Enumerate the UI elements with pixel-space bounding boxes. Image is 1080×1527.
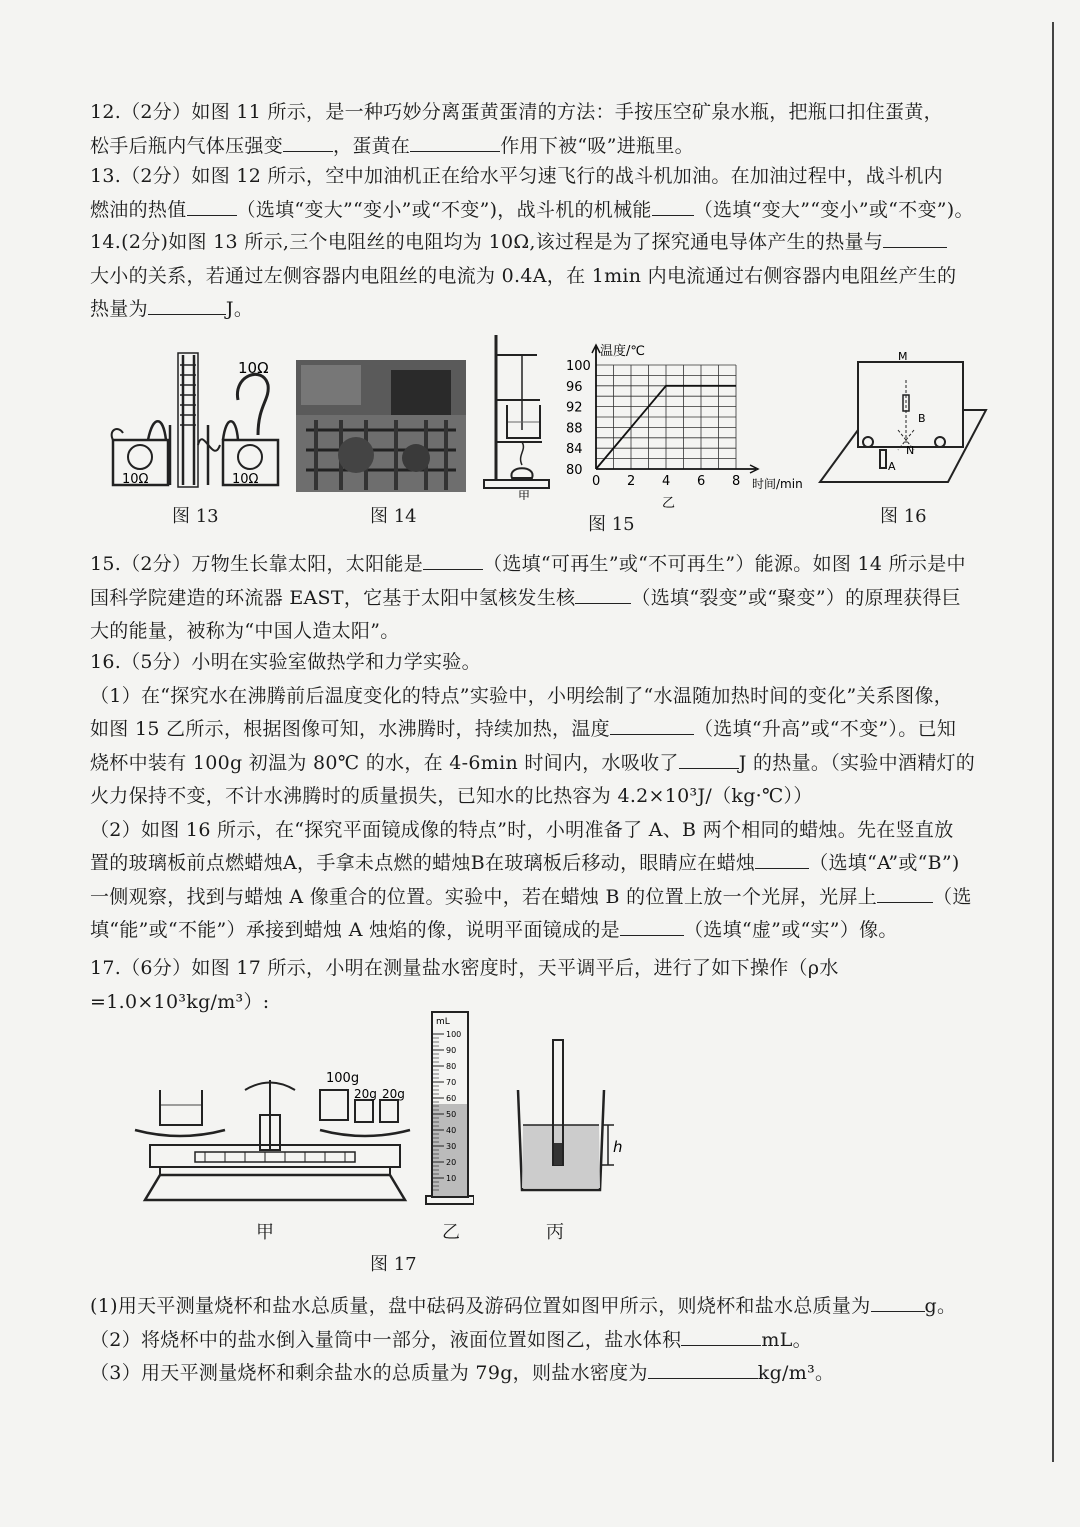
y-tick-label: 80 <box>566 463 583 478</box>
answer-blank[interactable] <box>648 1358 758 1379</box>
question-14 <box>90 226 1000 327</box>
fig16-label-a: A <box>888 460 896 473</box>
fig13-caption: 图 13 <box>172 506 219 527</box>
q13-text: （选填“变大”“变小”或“不变”)。 <box>693 198 974 221</box>
q14-text: 14.(2分)如图 13 所示,三个电阻丝的电阻均为 10Ω,该过程是为了探究通电导体产生的热量与 <box>90 231 884 253</box>
fig13-label-top: 10Ω <box>238 359 269 377</box>
y-tick-label: 92 <box>566 400 583 416</box>
cylinder-tick-label: 100 <box>446 1030 462 1039</box>
page-edge-line <box>1052 22 1054 1462</box>
q12-text: 作用下被“吸”进瓶里。 <box>500 134 694 157</box>
cylinder-tick-label: 30 <box>446 1142 457 1151</box>
q16-text: J 的热量。（实验中酒精灯的 <box>738 751 976 774</box>
fig16-label-m: M <box>898 350 908 363</box>
answer-blank[interactable] <box>883 227 947 248</box>
x-tick-label: 8 <box>732 474 741 489</box>
question-17 <box>90 952 1000 1019</box>
q14-text: 热量为 <box>90 298 148 320</box>
q16-text: （选填“升高”或“不变”）。已知 <box>693 718 957 740</box>
q13-text: 燃油的热值 <box>90 198 187 221</box>
y-tick-label: 96 <box>566 379 583 395</box>
y-tick-label: 100 <box>566 359 591 374</box>
q17-text: mL。 <box>761 1328 812 1351</box>
q12-text: ，蛋黄在 <box>333 134 411 157</box>
chart-ylabel: 温度/℃ <box>600 344 645 359</box>
answer-blank[interactable] <box>148 294 226 315</box>
figure-17-cylinder <box>424 1008 474 1208</box>
q15-text: 国科学院建造的环流器 EAST，它基于太阳中氢核发生核 <box>90 586 576 609</box>
y-tick-label: 88 <box>566 421 583 437</box>
figure-16-mirror <box>818 350 990 490</box>
cylinder-unit: mL <box>436 1017 450 1027</box>
q16-text: 如图 15 乙所示，根据图像可知，水沸腾时，持续加热，温度 <box>90 718 610 740</box>
q16-text: 置的玻璃板前点燃蜡烛A，手拿未点燃的蜡烛B在玻璃板后移动，眼睛应在蜡烛 <box>90 852 756 874</box>
cylinder-tick-label: 50 <box>446 1110 457 1119</box>
q15-text: （选填“裂变”或“聚变”）的原理获得巨 <box>631 586 961 609</box>
cylinder-tick-label: 20 <box>446 1158 457 1167</box>
answer-blank[interactable] <box>652 195 694 216</box>
fig17-caption: 图 17 <box>370 1254 417 1275</box>
weight-20g-a: 20g <box>354 1087 377 1101</box>
figure-17-beaker <box>510 1035 630 1195</box>
q16-text: （选填“A”或“B”) <box>809 852 960 874</box>
question-16 <box>90 646 1000 948</box>
q16-text: 填“能”或“不能”）承接到蜡烛 A 烛焰的像，说明平面镜成的是 <box>90 919 620 941</box>
chart-grid <box>596 365 736 469</box>
fig16-label-n: N <box>906 444 915 457</box>
weight-20g-b: 20g <box>382 1087 405 1101</box>
q12-line1: 12.（2分）如图 11 所示，是一种巧妙分离蛋黄蛋清的方法：手按压空矿泉水瓶，把瓶口扣住蛋黄， <box>90 101 943 123</box>
fig17-sub-yi: 乙 <box>442 1222 460 1243</box>
answer-blank[interactable] <box>755 848 809 869</box>
answer-blank[interactable] <box>575 583 631 604</box>
q14-text: J。 <box>225 298 254 320</box>
cylinder-tick-label: 90 <box>446 1046 457 1055</box>
x-tick-label: 4 <box>662 474 671 489</box>
fig17-sub-jia: 甲 <box>256 1222 274 1243</box>
x-tick-label: 0 <box>592 474 601 489</box>
fig15-sub-jia: 甲 <box>518 489 531 500</box>
q16-text: （2）如图 16 所示，在“探究平面镜成像的特点”时，小明准备了 A、B 两个相同的蜡烛。先在竖直放 <box>90 818 954 841</box>
chart-axes <box>592 345 758 473</box>
figure-17-balance <box>130 1060 420 1210</box>
fig13-label-left: 10Ω <box>122 472 149 487</box>
answer-blank[interactable] <box>681 1325 761 1346</box>
figure-15-jia-apparatus <box>482 330 554 500</box>
fig17-sub-bing: 丙 <box>546 1222 564 1243</box>
cylinder-tick-label: 10 <box>446 1174 457 1183</box>
fig16-caption: 图 16 <box>880 506 927 527</box>
label-h: h <box>613 1138 623 1156</box>
x-tick-label: 6 <box>697 474 706 489</box>
q16-text: 16.（5分）小明在实验室做热学和力学实验。 <box>90 651 481 673</box>
y-tick-label: 84 <box>566 442 583 458</box>
answer-blank[interactable] <box>283 131 333 152</box>
fig15-caption: 图 15 <box>588 514 635 535</box>
q16-text: 一侧观察，找到与蜡烛 A 像重合的位置。实验中，若在蜡烛 B 的位置上放一个光屏，光屏上 <box>90 885 878 908</box>
answer-blank[interactable] <box>410 131 500 152</box>
cylinder-tick-label: 60 <box>446 1094 457 1103</box>
q16-text: 火力保持不变，不计水沸腾时的质量损失，已知水的比热容为 4.2×10³J/（kg·℃）） <box>90 785 813 807</box>
q12-text: 松手后瓶内气体压强变 <box>90 134 284 157</box>
answer-blank[interactable] <box>423 549 483 570</box>
question-15 <box>90 548 1000 649</box>
q17-text: kg/m³。 <box>757 1362 835 1384</box>
answer-blank[interactable] <box>610 714 694 735</box>
q14-text: 大小的关系，若通过左侧容器内电阻丝的电流为 0.4A，在 1min 内电流通过右侧容器内电阻丝产生的 <box>90 264 957 287</box>
fig15-sub-yi: 乙 <box>662 496 676 511</box>
figure-13-circuit <box>108 345 288 495</box>
q16-text: （1）在“探究水在沸腾前后温度变化的特点”实验中，小明绘制了“水温随加热时间的变化”关系图像， <box>90 684 954 707</box>
fig14-caption: 图 14 <box>370 506 417 527</box>
cylinder-tick-label: 80 <box>446 1062 457 1071</box>
fig16-label-b: B <box>918 412 926 425</box>
question-17-parts <box>90 1290 1000 1391</box>
question-12 <box>90 96 1000 163</box>
q17-text: （2）将烧杯中的盐水倒入量筒中一部分，液面位置如图乙，盐水体积 <box>90 1328 682 1351</box>
answer-blank[interactable] <box>187 195 237 216</box>
figure-14-east-photo <box>296 360 466 492</box>
figure-15-chart <box>562 335 812 515</box>
cylinder-tick-label: 40 <box>446 1126 457 1135</box>
question-13 <box>90 160 1000 227</box>
q15-text: （选填“可再生”或“不可再生”）能源。如图 14 所示是中 <box>483 553 966 575</box>
x-tick-label: 2 <box>627 474 636 489</box>
q15-text: 15.（2分）万物生长靠太阳，太阳能是 <box>90 553 424 575</box>
answer-blank[interactable] <box>620 915 684 936</box>
q17-text: （3）用天平测量烧杯和剩余盐水的总质量为 79g，则盐水密度为 <box>90 1362 648 1384</box>
cylinder-tick-label: 70 <box>446 1078 457 1087</box>
q13-line1: 13.（2分）如图 12 所示，空中加油机正在给水平匀速飞行的战斗机加油。在加油过程中，战斗机内 <box>90 165 943 187</box>
answer-blank[interactable] <box>871 1291 925 1312</box>
q16-text: 烧杯中装有 100g 初温为 80℃ 的水，在 4-6min 时间内，水吸收了 <box>90 751 679 774</box>
answer-blank[interactable] <box>679 748 739 769</box>
fig13-label-right: 10Ω <box>232 472 259 487</box>
q17-text: g。 <box>924 1295 957 1317</box>
q16-text: （选 <box>933 885 972 908</box>
q15-text: 大的能量，被称为“中国人造太阳”。 <box>90 620 400 642</box>
weight-100g: 100g <box>326 1071 360 1086</box>
chart-xlabel: 时间/min <box>752 477 803 491</box>
q17-intro: 17.（6分）如图 17 所示，小明在测量盐水密度时，天平调平后，进行了如下操作（ρ水=1.0×10³kg/m³）: <box>90 957 839 1013</box>
q17-text: (1)用天平测量烧杯和盐水总质量，盘中砝码及游码位置如图甲所示，则烧杯和盐水总质量为 <box>90 1295 871 1317</box>
q16-text: （选填“虚”或“实”）像。 <box>683 919 898 941</box>
answer-blank[interactable] <box>877 882 933 903</box>
q13-text: （选填“变大”“变小”或“不变”)，战斗机的机械能 <box>236 198 652 221</box>
